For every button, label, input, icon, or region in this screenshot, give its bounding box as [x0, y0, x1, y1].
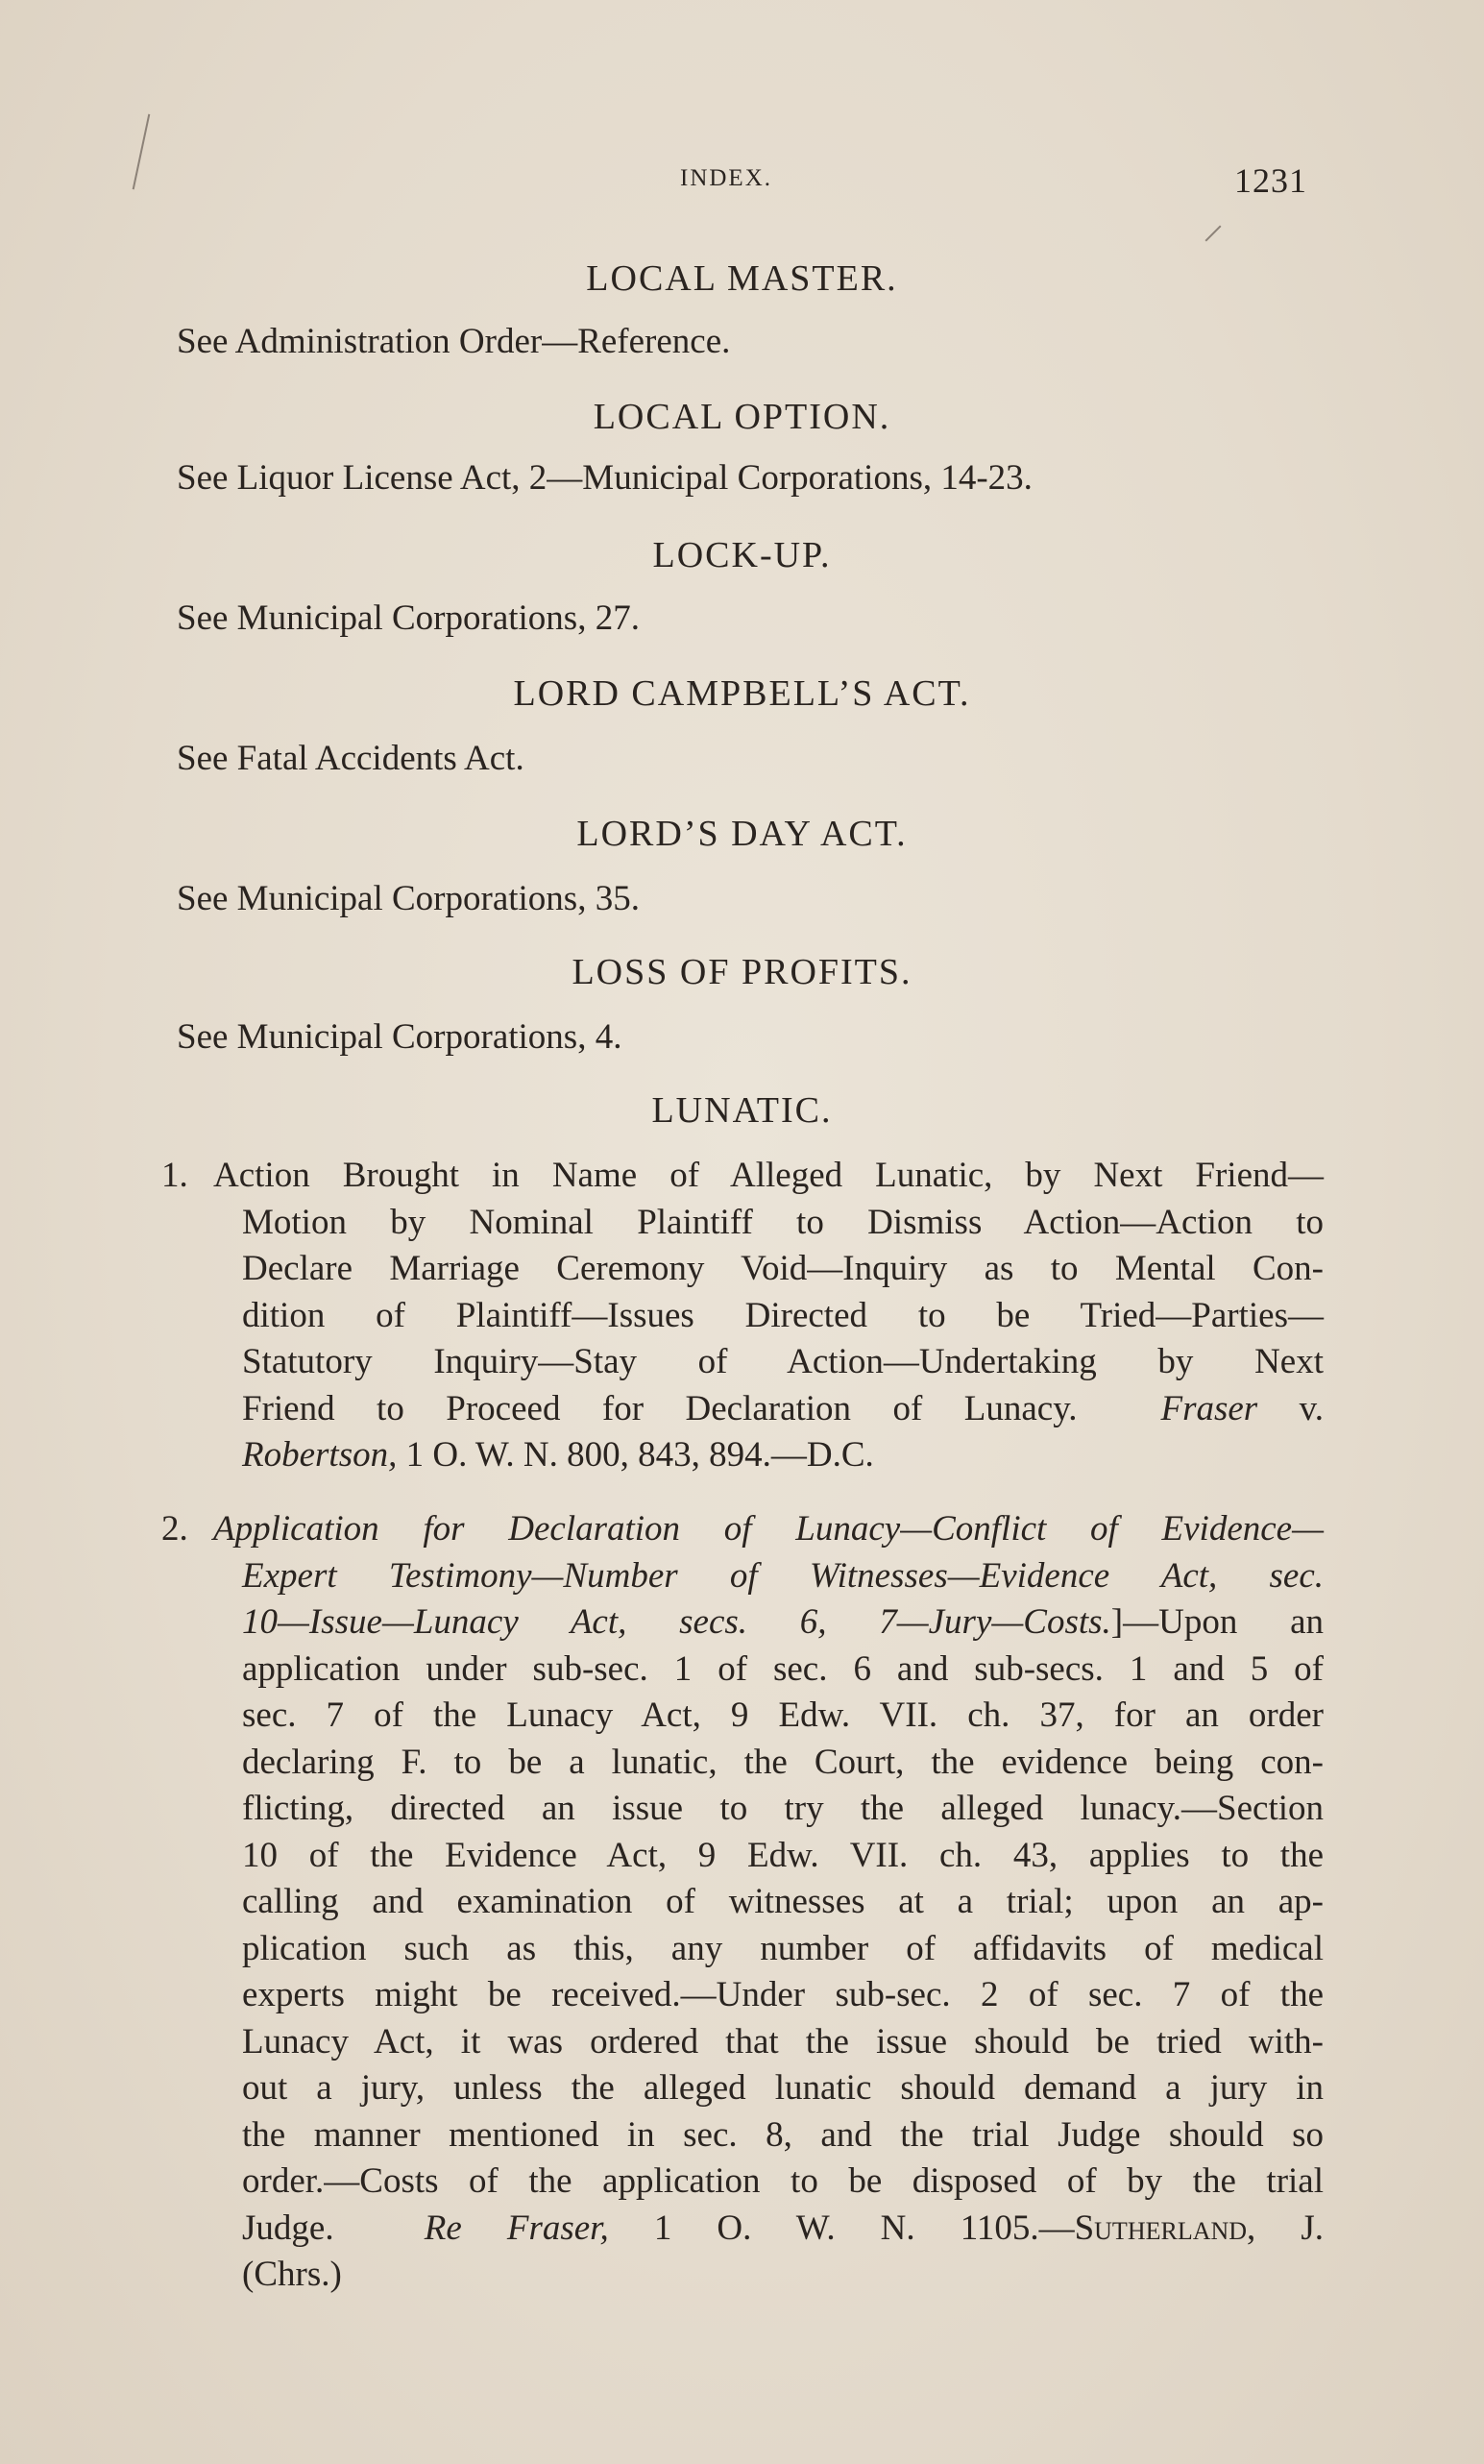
entry-line: 10 of the Evidence Act, 9 Edw. VII. ch. 43, applies to the — [242, 1835, 1324, 1875]
entry-line: Statutory Inquiry—Stay of Action—Undertaking by Next — [242, 1342, 1324, 1381]
entry-line: Robertson, 1 O. W. N. 800, 843, 894.—D.C. — [242, 1435, 874, 1475]
heading-local-master: LOCAL MASTER. — [586, 258, 898, 299]
entry-line: 2. Application for Declaration of Lunacy—Conflict of Evidence— — [161, 1506, 1324, 1553]
see-local-master: See Administration Order—Reference. — [177, 322, 731, 361]
pencil-mark — [1205, 226, 1222, 242]
case-name: Re Fraser, — [424, 2208, 609, 2248]
pencil-mark — [133, 114, 151, 190]
see-loss-of-profits: See Municipal Corporations, 4. — [177, 1017, 622, 1057]
heading-lock-up: LOCK-UP. — [652, 535, 832, 575]
entry-line: Motion by Nominal Plaintiff to Dismiss Action—Action to — [242, 1202, 1324, 1242]
entry-line: (Chrs.) — [242, 2255, 342, 2294]
see-local-option: See Liquor License Act, 2—Municipal Corporations, 14-23. — [177, 458, 1033, 498]
entry-line: application under sub-sec. 1 of sec. 6 and sub-secs. 1 and 5 of — [242, 1648, 1324, 1689]
entry-line: out a jury, unless the alleged lunatic should demand a jury in — [242, 2068, 1324, 2108]
judge-name: Sutherland — [1074, 2208, 1248, 2248]
case-name: Fraser — [1160, 1388, 1258, 1428]
entry-line: order.—Costs of the application to be disposed of by the trial — [242, 2161, 1324, 2201]
see-lord-campbells-act: See Fatal Accidents Act. — [177, 739, 524, 778]
heading-lunatic: LUNATIC. — [651, 1090, 833, 1131]
entry-line: sec. 7 of the Lunacy Act, 9 Edw. VII. ch. 37, for an order — [242, 1696, 1324, 1735]
see-lock-up: See Municipal Corporations, 27. — [177, 598, 640, 638]
entry-line: plication such as this, any number of affidavits of medical — [242, 1928, 1324, 1968]
lunatic-entry-1 — [161, 1153, 1324, 1479]
running-head: INDEX. — [680, 165, 773, 191]
entry-line: declaring F. to be a lunatic, the Court, the evidence being con- — [242, 1742, 1324, 1782]
heading-lord-campbells-act: LORD CAMPBELL’S ACT. — [513, 673, 971, 714]
see-lords-day-act: See Municipal Corporations, 35. — [177, 879, 640, 918]
entry-line: Lunacy Act, it was ordered that the issue should be tried with- — [242, 2021, 1324, 2061]
entry-line: experts might be received.—Under sub-sec. 2 of sec. 7 of the — [242, 1975, 1324, 2014]
heading-local-option: LOCAL OPTION. — [593, 397, 891, 437]
entry-number: 2. — [161, 1509, 188, 1549]
entry-line: Judge. Re Fraser, 1 O. W. N. 1105.—Sutherland, J. — [242, 2208, 1325, 2248]
entry-line: calling and examination of witnesses at a trial; upon an ap- — [242, 1882, 1324, 1921]
page-number: 1231 — [1234, 161, 1307, 200]
entry-line: dition of Plaintiff—Issues Directed to be Tried—Parties— — [242, 1295, 1324, 1335]
entry-line: Friend to Proceed for Declaration of Lunacy. Fraser v. — [242, 1388, 1325, 1428]
entry-number: 1. — [161, 1156, 188, 1195]
heading-loss-of-profits: LOSS OF PROFITS. — [572, 952, 912, 992]
heading-lords-day-act: LORD’S DAY ACT. — [576, 814, 908, 854]
case-name: Robertson, — [242, 1435, 398, 1475]
entry-line: flicting, directed an issue to try the alleged lunacy.—Section — [242, 1789, 1324, 1828]
entry-line: the manner mentioned in sec. 8, and the trial Judge should so — [242, 2114, 1324, 2155]
entry-line: 10—Issue—Lunacy Act, secs. 6, 7—Jury—Costs.]—Upon an — [242, 1602, 1324, 1642]
entry-line: Expert Testimony—Number of Witnesses—Evidence Act, sec. — [242, 1555, 1324, 1596]
entry-line: Declare Marriage Ceremony Void—Inquiry as to Mental Con- — [242, 1249, 1324, 1288]
entry-line: 1. Action Brought in Name of Alleged Lunatic, by Next Friend— — [161, 1153, 1324, 1200]
lunatic-entry-2 — [161, 1506, 1324, 2299]
